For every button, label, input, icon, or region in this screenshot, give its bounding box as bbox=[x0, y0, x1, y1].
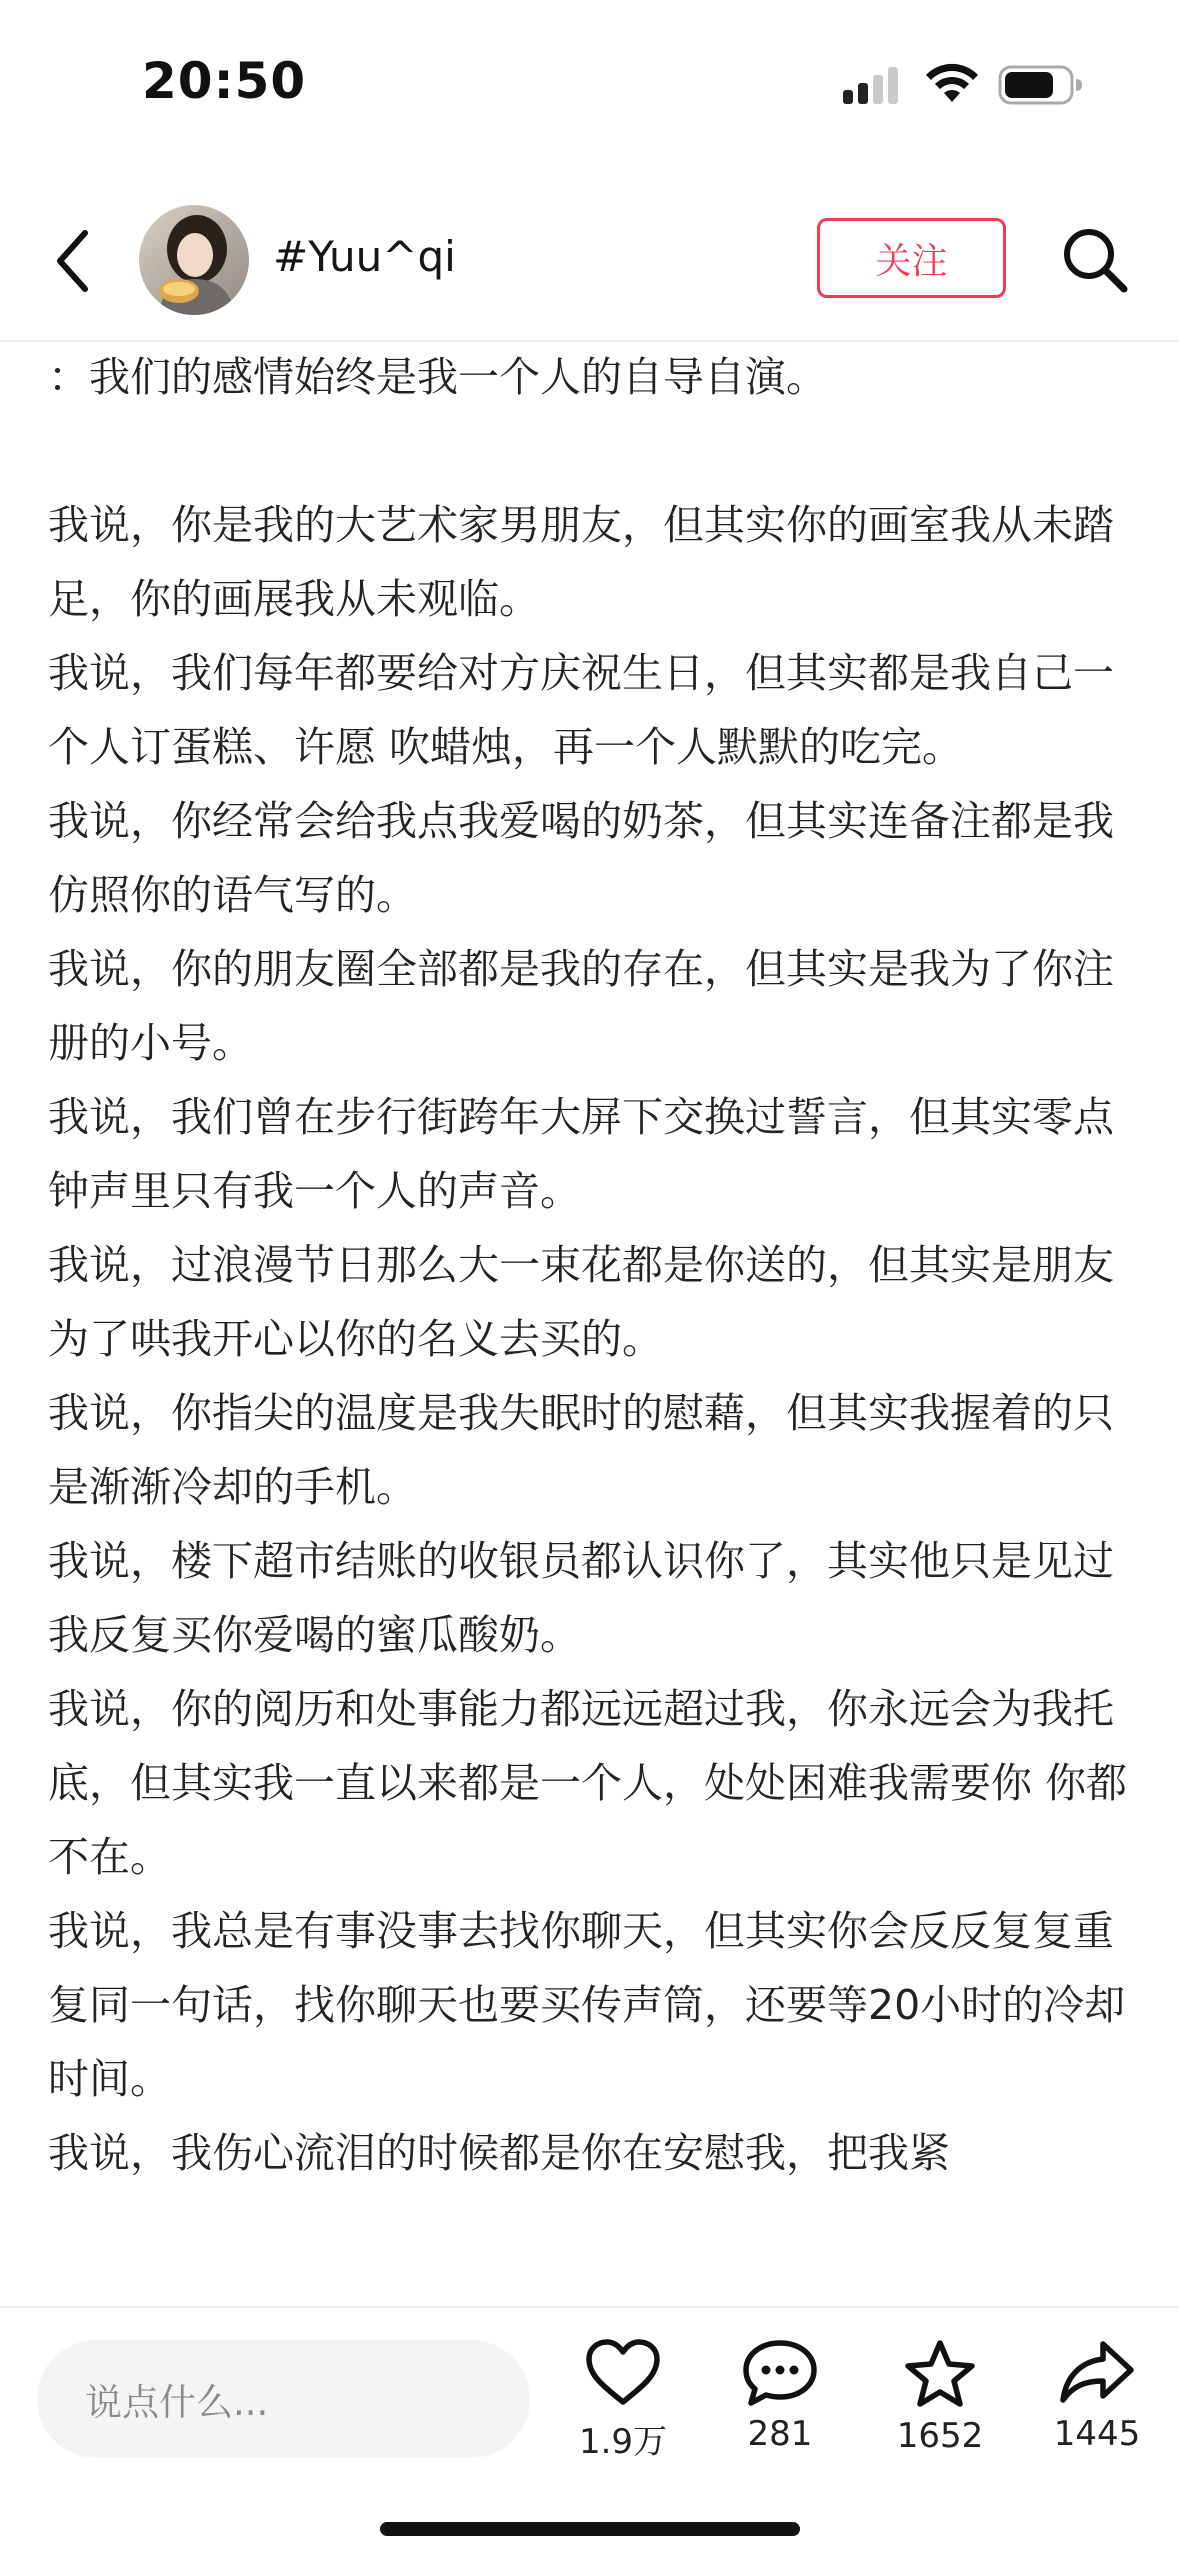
follow-button[interactable]: 关注 bbox=[817, 218, 1006, 298]
star-icon bbox=[902, 2338, 978, 2410]
post-paragraph: 我说，你经常会给我点我爱喝的奶茶，但其实连备注都是我仿照你的语气写的。 bbox=[48, 797, 1114, 919]
post-paragraph: ：我们的感情始终是我一个人的自导自演。 bbox=[48, 353, 827, 401]
author-username[interactable]: #Yuu^qi bbox=[273, 232, 456, 281]
post-paragraph: 我说，你是我的大艺术家男朋友，但其实你的画室我从未踏足，你的画展我从未观临。 bbox=[48, 501, 1114, 623]
post-paragraph: 我说，我伤心流泪的时候都是你在安慰我，把我紧 bbox=[48, 2129, 950, 2177]
wifi-icon bbox=[924, 62, 980, 106]
share-count: 1445 bbox=[1053, 2414, 1141, 2454]
post-paragraph: 我说，你的朋友圈全部都是我的存在，但其实是我为了你注册的小号。 bbox=[48, 945, 1114, 1067]
bottom-action-bar bbox=[0, 2306, 1179, 2558]
status-bar bbox=[0, 0, 1179, 170]
battery-icon bbox=[998, 65, 1084, 105]
heart-icon bbox=[583, 2338, 663, 2408]
comment-button[interactable] bbox=[705, 2338, 855, 2454]
paragraph-spacer bbox=[48, 414, 1138, 488]
favorite-count: 1652 bbox=[896, 2416, 984, 2456]
post-paragraph: 我说，过浪漫节日那么大一束花都是你送的，但其实是朋友为了哄我开心以你的名义去买的。 bbox=[48, 1241, 1114, 1363]
avatar[interactable] bbox=[139, 205, 249, 315]
favorite-button[interactable] bbox=[865, 2338, 1015, 2456]
post-header bbox=[0, 190, 1179, 342]
post-content bbox=[48, 340, 1138, 2306]
share-button[interactable] bbox=[1022, 2338, 1172, 2454]
home-indicator[interactable] bbox=[380, 2522, 800, 2536]
post-paragraph: 我说，你的阅历和处事能力都远远超过我，你永远会为我托底，但其实我一直以来都是一个人，处处困难我需要你 你都不在。 bbox=[48, 1685, 1128, 1881]
like-button[interactable] bbox=[548, 2338, 698, 2463]
share-arrow-icon bbox=[1057, 2338, 1137, 2408]
chat-bubble-icon bbox=[741, 2338, 819, 2408]
search-icon[interactable] bbox=[1060, 225, 1130, 295]
status-time: 20:50 bbox=[142, 52, 307, 110]
like-count: 1.9万 bbox=[578, 2422, 668, 2462]
avatar-image bbox=[139, 205, 249, 315]
chevron-left-icon[interactable] bbox=[52, 228, 92, 294]
post-paragraph: 我说，我们每年都要给对方庆祝生日，但其实都是我自己一个人订蛋糕、许愿 吹蜡烛，再一个人默默的吃完。 bbox=[48, 649, 1114, 771]
comment-input[interactable] bbox=[37, 2340, 530, 2458]
post-paragraph: 我说，我们曾在步行街跨年大屏下交换过誓言，但其实零点钟声里只有我一个人的声音。 bbox=[48, 1093, 1114, 1215]
post-paragraph: 我说，楼下超市结账的收银员都认识你了，其实他只是见过我反复买你爱喝的蜜瓜酸奶。 bbox=[48, 1537, 1114, 1659]
comment-count: 281 bbox=[747, 2414, 813, 2454]
post-paragraph: 我说，你指尖的温度是我失眠时的慰藉，但其实我握着的只是渐渐冷却的手机。 bbox=[48, 1389, 1114, 1511]
post-paragraph: 我说，我总是有事没事去找你聊天，但其实你会反反复复重复同一句话，找你聊天也要买传声筒，还要等20小时的冷却时间。 bbox=[48, 1907, 1126, 2103]
comment-placeholder: 说点什么... bbox=[85, 2381, 269, 2424]
cellular-signal-icon bbox=[843, 66, 903, 106]
